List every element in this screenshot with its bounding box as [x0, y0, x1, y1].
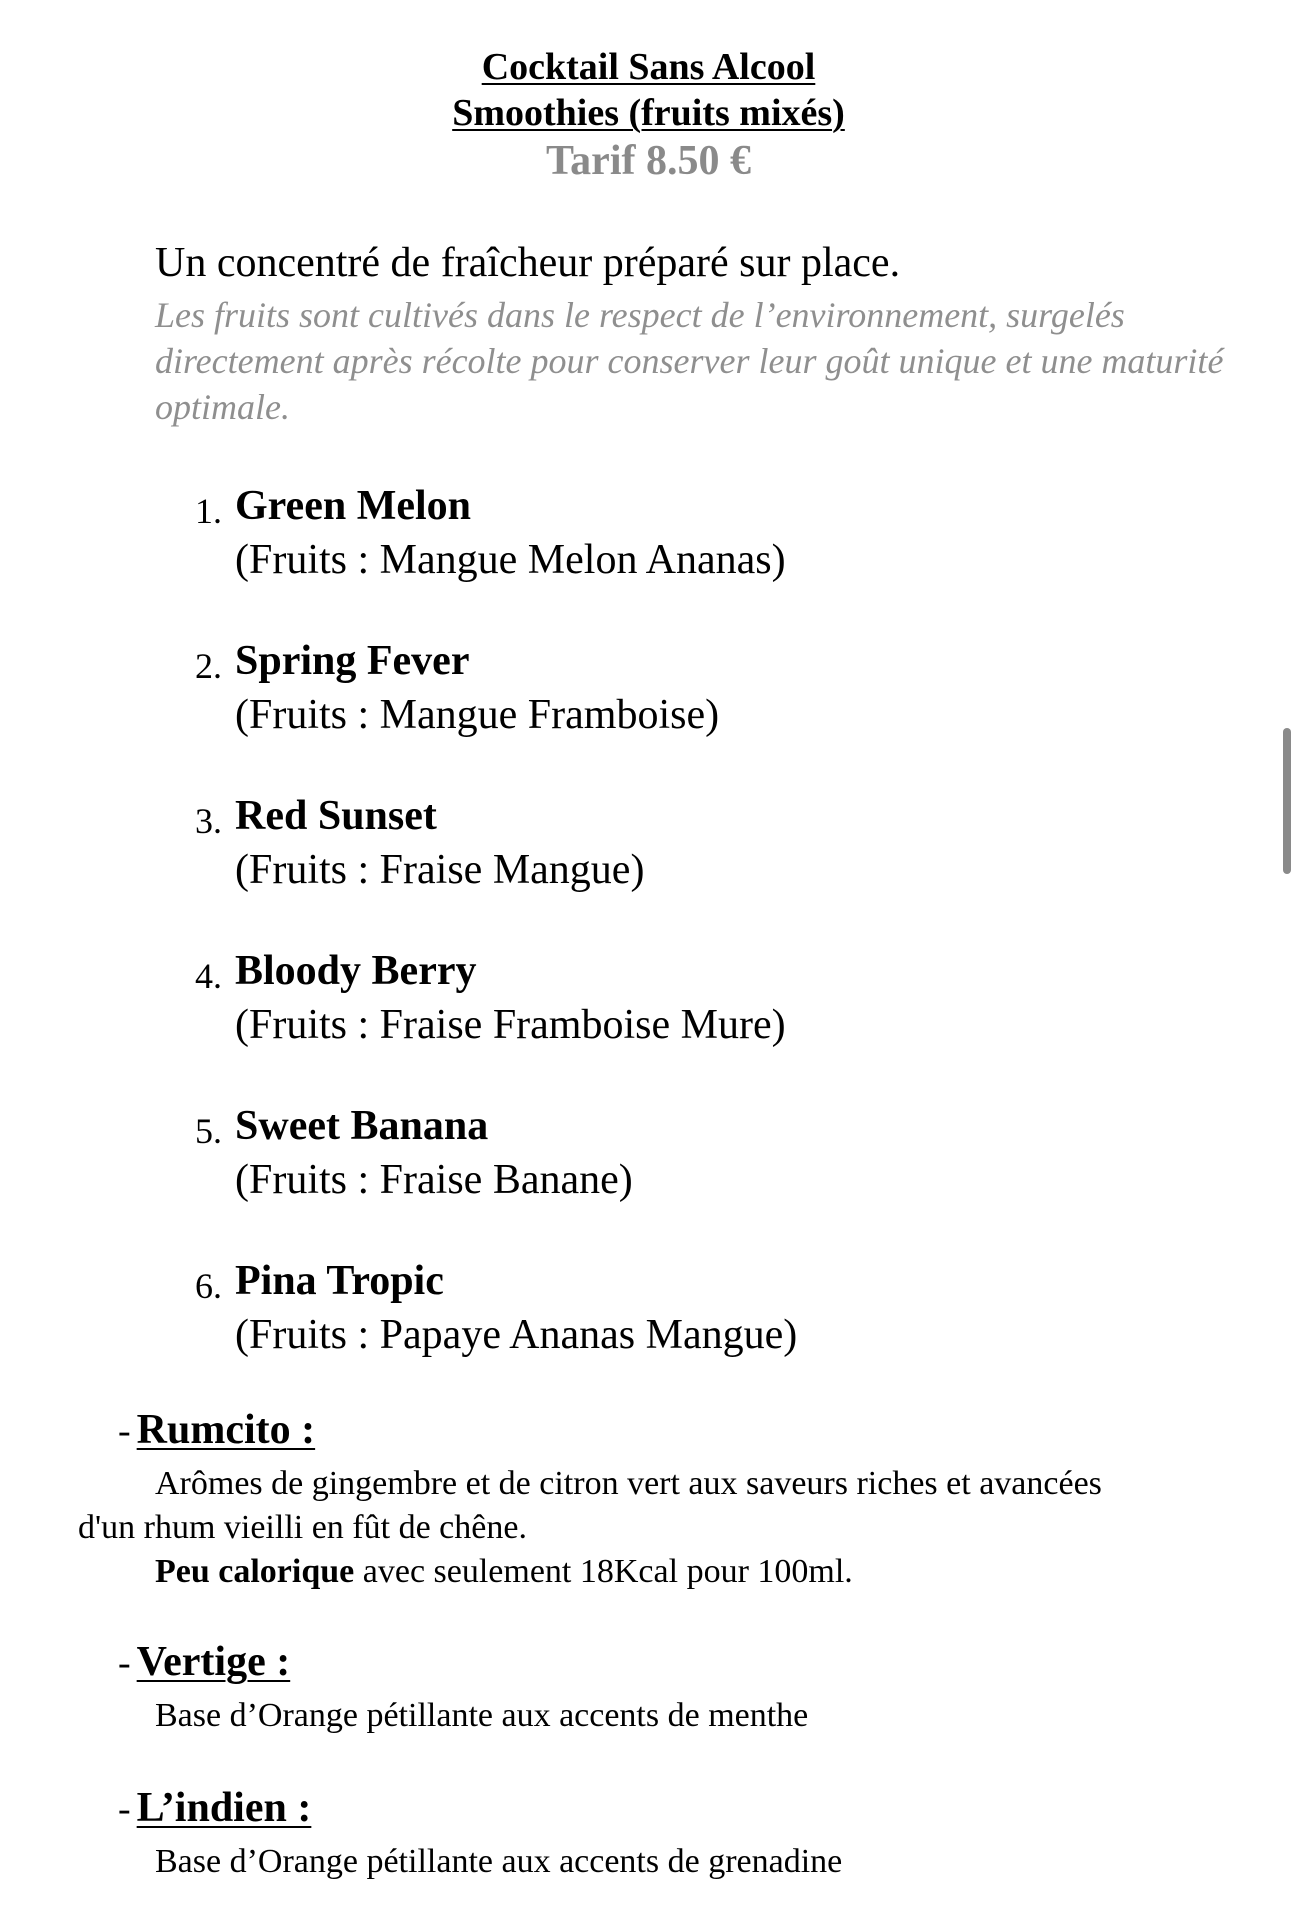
- rumcito-label: Rumcito :: [136, 1407, 316, 1453]
- smoothie-number: 3.: [195, 801, 222, 841]
- vertige-description: Base d’Orange pétillante aux accents de menthe: [155, 1697, 809, 1734]
- indien-heading: [118, 1782, 311, 1835]
- smoothie-name: Spring Fever: [235, 638, 470, 684]
- menu-title: Cocktail Sans Alcool: [481, 46, 816, 88]
- smoothie-name: Sweet Banana: [235, 1103, 489, 1149]
- intro-headline: Un concentré de fraîcheur préparé sur place.: [155, 240, 901, 286]
- smoothie-fruits: (Fruits : Mangue Melon Ananas): [235, 537, 786, 583]
- menu-subtitle: Smoothies (fruits mixés): [452, 92, 845, 134]
- smoothie-name: Bloody Berry: [235, 948, 477, 994]
- indien-dash: -: [118, 1788, 131, 1830]
- rumcito-calorie-rest: avec seulement 18Kcal pour 100ml.: [354, 1553, 853, 1590]
- smoothie-number: 2.: [195, 646, 222, 686]
- rumcito-heading: [118, 1404, 315, 1457]
- price-label: Tarif 8.50 €: [546, 138, 751, 184]
- intro-note: Les fruits sont cultivés dans le respect de l’environnement, surgelés directement après récolte pour conserver leur goût unique et une maturité optimale.: [155, 295, 1224, 427]
- rumcito-calorie-note: [155, 1550, 853, 1594]
- vertige-dash: -: [118, 1642, 131, 1684]
- smoothie-name: Green Melon: [235, 483, 472, 529]
- smoothie-fruits: (Fruits : Fraise Mangue): [235, 847, 645, 893]
- smoothie-number: 5.: [195, 1111, 222, 1151]
- smoothie-name: Pina Tropic: [235, 1258, 444, 1304]
- smoothie-fruits: (Fruits : Fraise Banane): [235, 1157, 633, 1203]
- smoothie-number: 4.: [195, 956, 222, 996]
- rumcito-description-line2: d'un rhum vieilli en fût de chêne.: [78, 1509, 527, 1546]
- smoothie-number: 1.: [195, 491, 222, 531]
- smoothie-fruits: (Fruits : Papaye Ananas Mangue): [235, 1312, 798, 1358]
- smoothie-fruits: (Fruits : Fraise Framboise Mure): [235, 1002, 786, 1048]
- vertige-heading: [118, 1636, 290, 1689]
- smoothie-name: Red Sunset: [235, 793, 437, 839]
- rumcito-description-line1: Arômes de gingembre et de citron vert aux saveurs riches et avancées: [155, 1465, 1102, 1502]
- vertige-label: Vertige :: [136, 1639, 291, 1685]
- indien-label: L’indien :: [136, 1785, 312, 1831]
- rumcito-calorie-bold: Peu calorique: [155, 1553, 355, 1590]
- smoothie-fruits: (Fruits : Mangue Framboise): [235, 692, 720, 738]
- smoothie-number: 6.: [195, 1266, 222, 1306]
- scrollbar[interactable]: [1283, 728, 1291, 874]
- rumcito-dash: -: [118, 1410, 131, 1452]
- indien-description: Base d’Orange pétillante aux accents de grenadine: [155, 1843, 843, 1880]
